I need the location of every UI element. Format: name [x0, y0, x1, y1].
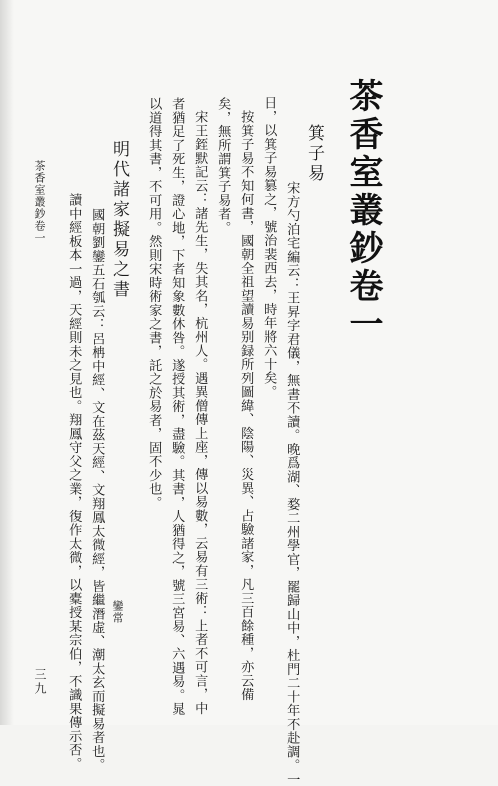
body-line: 讀中經板本一過，天經則未之見也。翔鳳守父之業，復作太微，以橐授某宗伯，不識果傳示否。: [66, 193, 82, 771]
section-heading-ming-yi: 明代諸家擬易之書: [109, 140, 129, 300]
body-line: 按箕子易不知何書，國朝全祖望讀易别録所列圖緯、陰陽、災異、占驗諸家，凡三百餘種，亦云備: [238, 110, 254, 702]
body-line: 者猶足了死生，證心地，下者知象數休咎。遂授其術，盡驗。其書，人猶得之，號三宮易、六遇易。晁: [169, 97, 185, 716]
section-heading-jizi-yi: 箕子易: [304, 124, 324, 184]
body-line: 矣，無所謂箕子易者。: [215, 97, 231, 235]
running-title: 茶香室叢鈔卷一: [33, 160, 46, 244]
body-line: 以道得其書，不可用。然則宋時術家之書，託之於易者，固不少也。: [146, 97, 162, 510]
page-binding-shadow: [0, 0, 14, 725]
body-line: 國朝劉鑾五石瓠云：呂柟中經、文在茲天經、文翔鳳太微經，皆繼潛虚、潮太玄而擬易者也。: [89, 208, 105, 772]
chapter-title: 茶香室叢鈔卷一: [343, 78, 383, 344]
page-number: 三九: [33, 668, 47, 696]
marginal-annotation: 鑾常: [111, 600, 124, 624]
body-line: 宋王銍默記云：諸先生，失其名，杭州人。遇異僧傳上座，傳以易數，云易有三術：上者不可言，中: [192, 110, 208, 715]
body-line: 日，以箕子易篡之，號治裴西去，時年將六十矣。: [261, 96, 277, 399]
body-line: 宋方勺泊宅編云：王昇字君儀，無書不讀。晚爲湖、婺二州學官，罷歸山中，杜門二十年不赴調。一: [284, 181, 300, 786]
